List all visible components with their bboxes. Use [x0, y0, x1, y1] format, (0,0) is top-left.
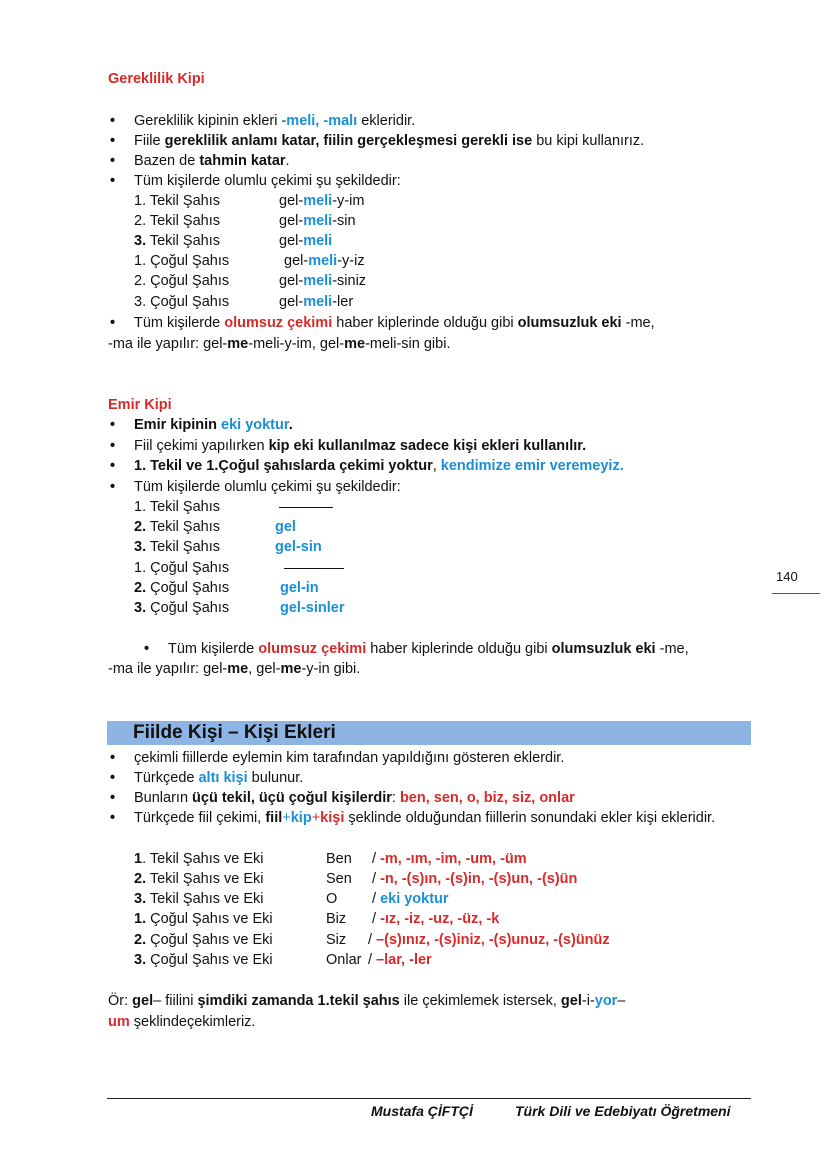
suffix-highlight: meli — [303, 294, 333, 310]
section-heading: Fiilde Kişi – Kişi Ekleri — [133, 722, 336, 743]
text: şeklindeçekimleriz. — [129, 1014, 256, 1030]
separator: / — [372, 891, 381, 907]
row-number: 3. — [134, 891, 147, 907]
row-number: 2. — [134, 871, 147, 887]
text: Fiil çekimi yapılırken — [134, 438, 269, 454]
text: Bunların — [134, 790, 193, 806]
text: haber kiplerinde olduğu gibi — [366, 641, 552, 657]
blue-highlight: yor — [594, 993, 618, 1009]
row-number: 2. — [134, 932, 147, 948]
suffix-cell — [372, 889, 449, 909]
text: -me, — [621, 315, 655, 331]
suffix-cell — [368, 930, 610, 950]
row-label: Tekil Şahıs ve Eki — [146, 891, 264, 907]
ending: -y-iz — [337, 253, 365, 269]
list-item — [134, 111, 415, 131]
text: -y-in gibi. — [301, 661, 361, 677]
bold-text: kip eki kullanılmaz sadece kişi ekleri kullanılır. — [268, 438, 587, 454]
conjugation-form: gel-sinler — [280, 600, 345, 616]
person-row-label — [134, 849, 264, 869]
text: – — [617, 993, 626, 1009]
row-number: 3. — [134, 233, 147, 249]
bold-text: me — [344, 336, 366, 352]
red-highlight: kişi — [320, 810, 345, 826]
row-label: Tekil Şahıs ve Eki — [146, 871, 264, 887]
text: -ma ile yapılır: gel- — [108, 336, 228, 352]
row-label: Çoğul Şahıs — [146, 273, 230, 289]
stem: gel- — [279, 213, 304, 229]
blue-highlight: kendimize emir veremeyiz. — [440, 458, 624, 474]
pronoun: Ben — [326, 851, 352, 867]
section-title-emir: Emir Kipi — [108, 397, 172, 413]
text: Gereklilik kipinin ekleri — [134, 113, 282, 129]
person-row-label — [134, 869, 264, 889]
example-line — [108, 991, 625, 1011]
list-item: • Tüm kişilerde olumlu çekimi şu şekildedir: — [134, 171, 401, 191]
suffix-list: eki yoktur — [380, 891, 449, 907]
row-label: Tekil Şahıs — [146, 233, 220, 249]
row-number: 1. — [134, 911, 147, 927]
separator: / — [368, 952, 377, 968]
conjugation-row — [134, 251, 229, 271]
text: , — [432, 458, 441, 474]
pronoun: Siz — [326, 932, 347, 948]
stem: gel- — [279, 294, 304, 310]
list-item — [134, 313, 655, 333]
conjugation-row — [134, 191, 220, 211]
blue-highlight: kip — [290, 810, 312, 826]
separator: / — [372, 851, 381, 867]
suffix-cell — [372, 909, 499, 929]
text: , gel- — [248, 661, 281, 677]
blue-highlight: altı kişi — [198, 770, 248, 786]
bold-text: şimdiki zamanda 1.tekil şahıs — [197, 993, 400, 1009]
ending: -siniz — [332, 273, 367, 289]
stem: gel- — [279, 273, 304, 289]
conjugation-form: gel — [275, 519, 296, 535]
suffix-cell — [372, 869, 577, 889]
text: ile çekimlemek istersek, — [399, 993, 561, 1009]
list-item: • Tüm kişilerde olumlu çekimi şu şekildedir: — [134, 477, 401, 497]
page-number-rule — [772, 593, 820, 594]
text: Tüm kişilerde — [134, 315, 225, 331]
red-highlight: olumsuz çekimi — [258, 641, 367, 657]
bold-text: me — [227, 336, 249, 352]
person-row-label — [134, 909, 273, 929]
row-label: Çoğul Şahıs — [146, 600, 230, 616]
pronoun: Sen — [326, 871, 352, 887]
list-item — [134, 456, 624, 476]
plus-sign: + — [282, 810, 291, 826]
bold-text: üçü tekil, üçü çoğul kişilerdir — [192, 790, 392, 806]
stem: gel- — [279, 193, 304, 209]
conjugation-form — [279, 191, 364, 211]
conjugation-form — [279, 271, 366, 291]
list-item — [134, 436, 586, 456]
suffix-highlight: meli — [303, 193, 333, 209]
conjugation-row — [134, 598, 229, 618]
row-label: Çoğul Şahıs ve Eki — [146, 911, 273, 927]
conjugation-form — [279, 292, 353, 312]
row-number: 2. — [134, 213, 147, 229]
footer-rule — [107, 1098, 751, 1099]
text: haber kiplerinde olduğu gibi — [332, 315, 518, 331]
row-label: Tekil Şahıs — [146, 499, 220, 515]
bold-text: . — [288, 417, 293, 433]
bold-text: gereklilik anlamı katar, fiilin gerçekleşmesi gerekli ise — [164, 133, 533, 149]
text: Tüm kişilerde — [168, 641, 259, 657]
row-label: Çoğul Şahıs — [146, 253, 230, 269]
text: Türkçede — [134, 770, 199, 786]
stem: gel- — [279, 233, 304, 249]
page-number: 140 — [776, 569, 798, 584]
suffix-list: -ız, -iz, -uz, -üz, -k — [380, 911, 500, 927]
row-label: Tekil Şahıs — [146, 213, 220, 229]
list-item — [134, 808, 715, 828]
row-label: Tekil Şahıs — [146, 539, 220, 555]
row-number: 3. — [134, 539, 147, 555]
blue-highlight: eki yoktur — [221, 417, 289, 433]
bold-text: me — [280, 661, 302, 677]
row-number: 2. — [134, 519, 147, 535]
row-number: 1. — [134, 253, 147, 269]
row-number: 2. — [134, 580, 147, 596]
text: -i- — [581, 993, 595, 1009]
ending: -ler — [332, 294, 354, 310]
list-item — [134, 131, 644, 151]
footer-author: Mustafa ÇİFTÇİ — [371, 1103, 473, 1119]
person-row-label — [134, 930, 273, 950]
text: -ma ile yapılır: gel- — [108, 661, 228, 677]
text: . — [285, 153, 290, 169]
conjugation-row — [134, 271, 229, 291]
row-number: 1 — [134, 851, 143, 867]
row-number: 1. — [134, 193, 147, 209]
list-item — [134, 768, 303, 788]
text: Ör: — [108, 993, 133, 1009]
row-number: 1. — [134, 499, 147, 515]
text: -meli-y-im, gel- — [248, 336, 345, 352]
red-highlight: ben, sen, o, biz, siz, onlar — [399, 790, 575, 806]
row-label: Çoğul Şahıs — [146, 560, 230, 576]
conjugation-form: gel-in — [280, 580, 319, 596]
list-item — [134, 788, 575, 808]
suffix-cell — [368, 950, 432, 970]
paragraph-continuation — [108, 659, 360, 679]
text: Fiile — [134, 133, 165, 149]
example-line — [108, 1012, 255, 1032]
stem: gel- — [284, 253, 309, 269]
pronoun: O — [326, 891, 338, 907]
separator: / — [372, 871, 381, 887]
suffix-list: -m, -ım, -im, -um, -üm — [380, 851, 527, 867]
suffix-highlight: meli — [303, 213, 333, 229]
row-label: . Tekil Şahıs ve Eki — [142, 851, 264, 867]
bold-text: gel — [560, 993, 582, 1009]
row-number: 3. — [134, 600, 147, 616]
suffix-list: –lar, -ler — [376, 952, 432, 968]
bold-text: 1. Tekil ve 1.Çoğul şahıslarda çekimi yoktur — [134, 458, 433, 474]
footer-role: Türk Dili ve Edebiyatı Öğretmeni — [515, 1103, 731, 1119]
conjugation-form — [279, 231, 332, 251]
pronoun: Onlar — [326, 952, 362, 968]
conjugation-form — [279, 211, 356, 231]
no-form-line — [284, 558, 344, 578]
separator: / — [372, 911, 381, 927]
conjugation-row — [134, 578, 229, 598]
red-highlight: olumsuz çekimi — [224, 315, 333, 331]
conjugation-row — [134, 517, 220, 537]
text: Bazen de — [134, 153, 200, 169]
row-label: Çoğul Şahıs — [146, 294, 230, 310]
suffix-cell — [372, 849, 527, 869]
conjugation-row — [134, 211, 220, 231]
row-number: 2. — [134, 273, 147, 289]
ending: -y-im — [332, 193, 365, 209]
pronoun: Biz — [326, 911, 347, 927]
row-label: Çoğul Şahıs — [146, 580, 230, 596]
text: bu kipi kullanırız. — [532, 133, 645, 149]
plus-sign: + — [311, 810, 321, 826]
text: ekleridir. — [357, 113, 416, 129]
suffix-highlight: meli — [303, 273, 333, 289]
bold-text: olumsuzluk eki — [551, 641, 656, 657]
person-row-label — [134, 889, 264, 909]
row-label: Çoğul Şahıs ve Eki — [146, 932, 273, 948]
conjugation-row — [134, 231, 220, 251]
list-item — [168, 639, 689, 659]
person-row-label — [134, 950, 273, 970]
row-number: 3. — [134, 952, 147, 968]
conjugation-form: gel-sin — [275, 539, 322, 555]
suffix-list: –(s)ınız, -(s)iniz, -(s)unuz, -(s)ünüz — [376, 932, 610, 948]
row-number: 3. — [134, 294, 147, 310]
red-highlight: um — [108, 1014, 130, 1030]
bold-text: olumsuzluk eki — [517, 315, 622, 331]
row-label: Çoğul Şahıs ve Eki — [146, 952, 273, 968]
suffix-highlight: meli — [303, 233, 333, 249]
text: : — [391, 790, 400, 806]
bold-text: tahmin katar — [199, 153, 286, 169]
text: bulunur. — [247, 770, 304, 786]
suffix-highlight: -meli, -malı — [281, 113, 358, 129]
conjugation-row — [134, 558, 229, 578]
suffix-list: -n, -(s)ın, -(s)in, -(s)un, -(s)ün — [380, 871, 578, 887]
text: şeklinde olduğundan fiillerin sonundaki ekler kişi ekleridir. — [344, 810, 716, 826]
text: – fiilini — [153, 993, 198, 1009]
row-label: Tekil Şahıs — [146, 193, 220, 209]
bold-text: gel — [132, 993, 154, 1009]
text: Türkçede fiil çekimi, — [134, 810, 266, 826]
ending: -sin — [332, 213, 356, 229]
list-item — [134, 151, 290, 171]
conjugation-form — [284, 251, 365, 271]
paragraph-continuation — [108, 334, 450, 354]
no-form-line — [279, 497, 333, 517]
suffix-highlight: meli — [308, 253, 338, 269]
row-number: 1. — [134, 560, 147, 576]
list-item: • çekimli fiillerde eylemin kim tarafından yapıldığını gösteren eklerdir. — [134, 748, 564, 768]
list-item — [134, 415, 293, 435]
bold-text: Emir kipinin — [134, 417, 222, 433]
text: -meli-sin gibi. — [365, 336, 451, 352]
separator: / — [368, 932, 377, 948]
conjugation-row — [134, 537, 220, 557]
bold-text: me — [227, 661, 249, 677]
conjugation-row — [134, 497, 220, 517]
row-label: Tekil Şahıs — [146, 519, 220, 535]
conjugation-row — [134, 292, 229, 312]
section-title-gereklilik: Gereklilik Kipi — [108, 71, 205, 87]
text: -me, — [655, 641, 689, 657]
bold-text: fiil — [265, 810, 283, 826]
